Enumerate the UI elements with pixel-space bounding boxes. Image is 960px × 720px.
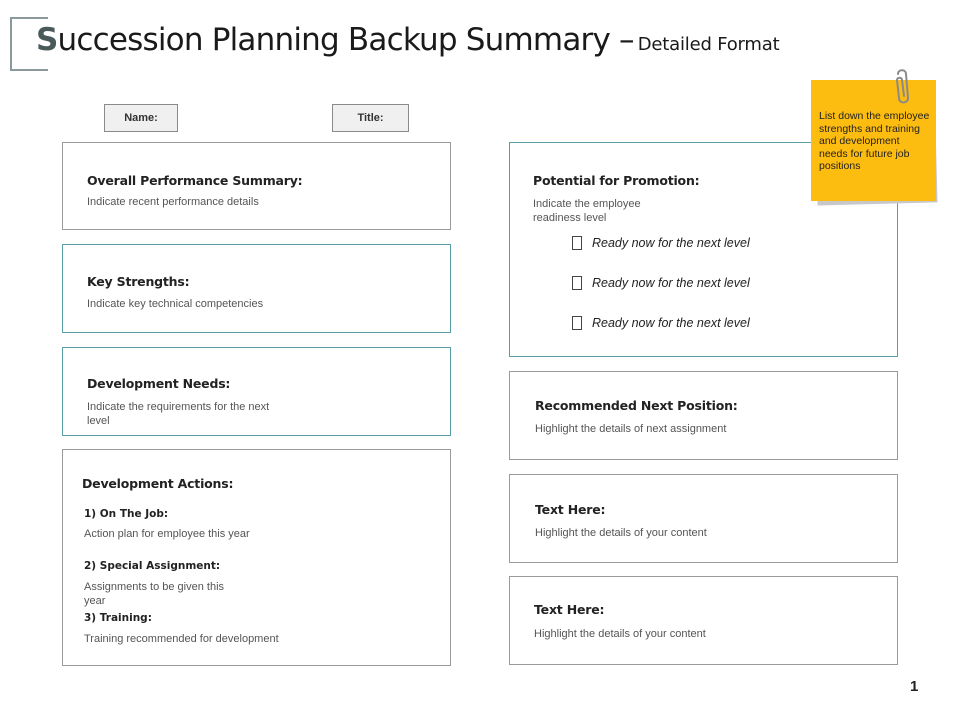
checkbox-icon[interactable] bbox=[572, 276, 582, 290]
key-strengths-desc: Indicate key technical competencies bbox=[87, 298, 264, 310]
development-needs-card bbox=[62, 347, 451, 436]
training-label: 3) Training: bbox=[84, 612, 152, 624]
performance-summary-heading: Overall Performance Summary: bbox=[87, 173, 303, 188]
next-position-heading: Recommended Next Position: bbox=[535, 398, 738, 413]
text-here-heading-2: Text Here: bbox=[534, 602, 605, 617]
text-here-desc-2: Highlight the details of your content bbox=[534, 628, 706, 640]
training-desc: Training recommended for development bbox=[84, 633, 279, 645]
page-subtitle: Detailed Format bbox=[637, 34, 780, 55]
promotion-option-2[interactable] bbox=[572, 276, 750, 290]
checkbox-icon[interactable] bbox=[572, 316, 582, 330]
special-assignment-desc: Assignments to be given this year bbox=[84, 581, 225, 607]
performance-summary-desc: Indicate recent performance details bbox=[87, 196, 259, 208]
text-here-heading-1: Text Here: bbox=[535, 502, 606, 517]
page-title bbox=[36, 22, 779, 58]
development-needs-heading: Development Needs: bbox=[87, 376, 231, 391]
name-field[interactable]: Name: bbox=[104, 104, 178, 132]
promotion-potential-heading: Potential for Promotion: bbox=[533, 173, 700, 188]
next-position-desc: Highlight the details of next assignment bbox=[535, 423, 727, 435]
page-number: 1 bbox=[910, 678, 919, 695]
on-the-job-desc: Action plan for employee this year bbox=[84, 528, 250, 540]
sticky-note-text: List down the employee strengths and training and development needs for future job positions bbox=[819, 110, 930, 172]
promotion-option-label: Ready now for the next level bbox=[592, 276, 750, 290]
paperclip-icon bbox=[890, 68, 918, 108]
development-actions-card bbox=[62, 449, 451, 666]
development-needs-desc: Indicate the requirements for the next level bbox=[87, 401, 270, 427]
on-the-job-label: 1) On The Job: bbox=[84, 508, 169, 520]
text-here-card-2 bbox=[509, 576, 898, 665]
next-position-card bbox=[509, 371, 898, 460]
promotion-potential-desc: Indicate the employee readiness level bbox=[533, 198, 641, 224]
title-text: uccession Planning Backup Summary – bbox=[57, 22, 634, 58]
title-field[interactable]: Title: bbox=[332, 104, 409, 132]
promotion-option-3[interactable] bbox=[572, 316, 750, 330]
key-strengths-heading: Key Strengths: bbox=[87, 274, 190, 289]
promotion-option-label: Ready now for the next level bbox=[592, 316, 750, 330]
title-first-letter: S bbox=[36, 22, 58, 58]
promotion-option-label: Ready now for the next level bbox=[592, 236, 750, 250]
checkbox-icon[interactable] bbox=[572, 236, 582, 250]
text-here-card-1 bbox=[509, 474, 898, 563]
text-here-desc-1: Highlight the details of your content bbox=[535, 527, 707, 539]
performance-summary-card bbox=[62, 142, 451, 230]
development-actions-heading: Development Actions: bbox=[82, 476, 234, 491]
key-strengths-card bbox=[62, 244, 451, 333]
promotion-option-1[interactable] bbox=[572, 236, 750, 250]
special-assignment-label: 2) Special Assignment: bbox=[84, 560, 221, 572]
